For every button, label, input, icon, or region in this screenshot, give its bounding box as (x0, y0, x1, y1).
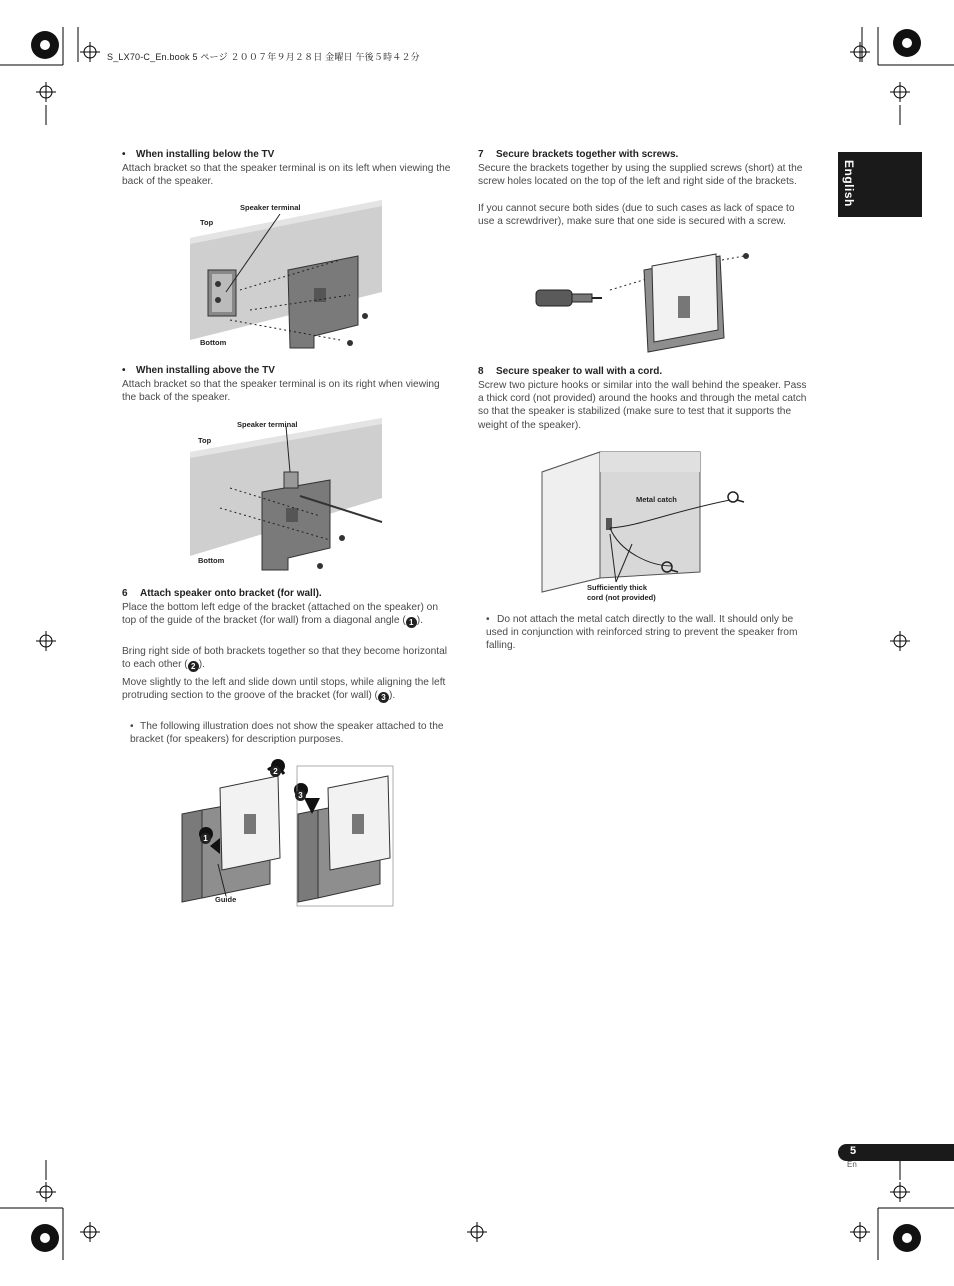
page-number: 5 (850, 1145, 857, 1157)
step-marker-1: 1 (406, 617, 417, 628)
screw-bracket-illustration (532, 248, 772, 358)
bottom-label-2: Bottom (198, 556, 225, 565)
above-tv-heading: • When installing above the TV (122, 365, 275, 376)
speaker-terminal-label-2: Speaker terminal (237, 420, 298, 429)
bottom-label: Bottom (200, 338, 227, 347)
page-lang: En (847, 1160, 857, 1169)
bracket-assembly-illustration (180, 758, 400, 908)
above-tv-illustration (190, 418, 390, 568)
bullet-icon: • (122, 365, 126, 376)
below-tv-heading: • When installing below the TV (122, 149, 275, 160)
step7-p2: If you cannot secure both sides (due to such cases as lack of space to use a screwdriver), make sure that one side is secured with a screw. (478, 203, 795, 228)
step7-heading: 7 Secure brackets together with screws. (478, 149, 679, 160)
cord-label-line2: cord (not provided) (587, 593, 656, 602)
marker-2-label: 2 (270, 759, 282, 771)
marker-3-label: 3 (295, 783, 307, 795)
step6-p2: Bring right side of both brackets together so that they become horizontal to each other ( 2 ). (122, 646, 448, 672)
cord-label-line1: Sufficiently thick (587, 583, 648, 592)
step6-p1: Place the bottom left edge of the bracket (attached on the speaker) on top of the guide of the bracket (for wall) from a diagonal angle ( 1 ). (122, 602, 439, 628)
page-number-badge (838, 1144, 954, 1161)
below-tv-text: Attach bracket so that the speaker terminal is on its left when viewing the back of the speaker. (122, 163, 451, 188)
bullet-icon: • (486, 614, 490, 625)
file-header: S_LX70-C_En.book 5 ページ ２００７年９月２８日 金曜日 午後５時４２分 (107, 52, 420, 62)
marker-1-label: 1 (200, 826, 212, 838)
step8-heading: 8 Secure speaker to wall with a cord. (478, 366, 663, 377)
language-tab (838, 152, 922, 217)
above-tv-text: Attach bracket so that the speaker terminal is on its right when viewing the back of the speaker. (122, 379, 440, 404)
step7-p1: Secure the brackets together by using the supplied screws (short) at the screw holes located on the top of the left and right side of the brackets. (478, 163, 803, 188)
step6-note: • The following illustration does not show the speaker attached to the bracket (for speakers) for description purposes. (130, 721, 444, 746)
step8-note: • Do not attach the metal catch directly to the wall. It should only be used in conjunction with reinforced string to prevent the speaker from falling. (486, 614, 798, 652)
step6-p3: Move slightly to the left and slide down until stops, while aligning the left protruding section to the groove of the bracket (for wall) ( 3 ). (122, 677, 446, 703)
step6-heading: 6 Attach speaker onto bracket (for wall). (122, 588, 322, 599)
picture-hook-icon (726, 490, 746, 510)
speaker-terminal-label: Speaker terminal (240, 203, 301, 212)
step8-p1: Screw two picture hooks or similar into the wall behind the speaker. Pass a thick cord (not provided) around the hooks and through the metal catch so that the speaker is stabilized (make sure to test that it supports the weight of the speaker). (478, 380, 807, 431)
guide-label: Guide (215, 895, 237, 904)
step-marker-3: 3 (378, 692, 389, 703)
step-marker-2: 2 (188, 661, 199, 672)
below-tv-illustration (190, 200, 390, 350)
bullet-icon: • (122, 149, 126, 160)
picture-hook-icon (660, 560, 680, 580)
top-label: Top (200, 218, 214, 227)
metal-catch-label: Metal catch (636, 495, 677, 504)
bullet-icon: • (130, 721, 134, 732)
top-label-2: Top (198, 436, 212, 445)
language-label: English (842, 160, 856, 207)
